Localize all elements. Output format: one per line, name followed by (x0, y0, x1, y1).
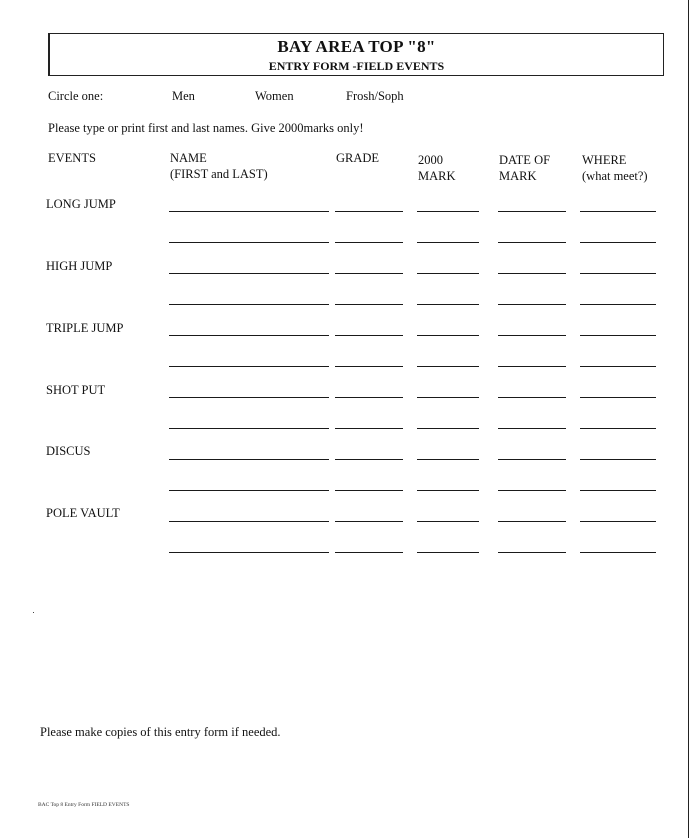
entry-line-date[interactable] (498, 428, 566, 429)
entry-line-mark[interactable] (417, 459, 479, 460)
event-label-pole-vault: POLE VAULT (46, 506, 120, 520)
column-header-mark-line1: 2000 (418, 153, 443, 167)
entry-line-date[interactable] (498, 521, 566, 522)
entry-line-name[interactable] (169, 397, 329, 398)
entry-line-grade[interactable] (335, 490, 403, 491)
entry-line-grade[interactable] (335, 304, 403, 305)
entry-line-where[interactable] (580, 335, 656, 336)
entry-line-grade[interactable] (335, 552, 403, 553)
entry-line-name[interactable] (169, 335, 329, 336)
entry-line-mark[interactable] (417, 552, 479, 553)
entry-line-name[interactable] (169, 242, 329, 243)
entry-line-where[interactable] (580, 521, 656, 522)
entry-line-date[interactable] (498, 335, 566, 336)
column-header-name-line1: NAME (170, 151, 207, 165)
entry-line-where[interactable] (580, 552, 656, 553)
entry-line-date[interactable] (498, 397, 566, 398)
column-header-date-line2: MARK (499, 169, 537, 183)
form-subtitle: ENTRY FORM -FIELD EVENTS (268, 59, 445, 73)
column-header-events: EVENTS (48, 151, 96, 165)
entry-line-date[interactable] (498, 211, 566, 212)
entry-line-name[interactable] (169, 428, 329, 429)
option-men: Men (172, 89, 195, 103)
entry-line-grade[interactable] (335, 366, 403, 367)
entry-line-name[interactable] (169, 552, 329, 553)
entry-line-mark[interactable] (417, 490, 479, 491)
entry-line-mark[interactable] (417, 273, 479, 274)
entry-line-where[interactable] (580, 428, 656, 429)
entry-line-where[interactable] (580, 459, 656, 460)
instructions-text: Please type or print first and last names. Give 2000marks only! (48, 121, 364, 135)
column-header-name (170, 150, 268, 182)
entry-line-name[interactable] (169, 521, 329, 522)
entry-line-date[interactable] (498, 552, 566, 553)
document-footnote: BAC Top 8 Entry Form FIELD EVENTS (38, 802, 130, 808)
entry-line-grade[interactable] (335, 242, 403, 243)
column-header-date-line1: DATE OF (499, 153, 551, 167)
circle-one-label: Circle one: (48, 89, 104, 103)
form-title: BAY AREA TOP "8" (277, 37, 436, 56)
entry-line-date[interactable] (498, 273, 566, 274)
column-header-grade: GRADE (336, 151, 380, 165)
entry-line-where[interactable] (580, 273, 656, 274)
event-label-shot-put: SHOT PUT (46, 383, 106, 397)
entry-line-name[interactable] (169, 211, 329, 212)
entry-line-mark[interactable] (417, 211, 479, 212)
event-label-high-jump: HIGH JUMP (46, 259, 113, 273)
entry-line-where[interactable] (580, 211, 656, 212)
entry-line-mark[interactable] (417, 397, 479, 398)
entry-line-grade[interactable] (335, 335, 403, 336)
entry-line-where[interactable] (580, 397, 656, 398)
entry-line-grade[interactable] (335, 273, 403, 274)
column-header-date (499, 152, 550, 184)
entry-line-where[interactable] (580, 490, 656, 491)
option-frosh-soph: Frosh/Soph (346, 89, 404, 103)
entry-line-mark[interactable] (417, 428, 479, 429)
entry-line-where[interactable] (580, 242, 656, 243)
entry-line-date[interactable] (498, 490, 566, 491)
scan-speck (33, 612, 34, 613)
entry-line-grade[interactable] (335, 521, 403, 522)
event-label-long-jump: LONG JUMP (46, 197, 116, 211)
entry-line-where[interactable] (580, 304, 656, 305)
entry-line-name[interactable] (169, 304, 329, 305)
column-header-where-line1: WHERE (582, 153, 627, 167)
entry-line-date[interactable] (498, 459, 566, 460)
column-header-mark-line2: MARK (418, 169, 456, 183)
entry-line-name[interactable] (169, 273, 329, 274)
entry-line-grade[interactable] (335, 428, 403, 429)
event-label-triple-jump: TRIPLE JUMP (46, 321, 124, 335)
entry-line-grade[interactable] (335, 211, 403, 212)
entry-line-grade[interactable] (335, 397, 403, 398)
event-label-discus: DISCUS (46, 444, 91, 458)
entry-line-mark[interactable] (417, 304, 479, 305)
entry-line-where[interactable] (580, 366, 656, 367)
entry-line-mark[interactable] (417, 242, 479, 243)
entry-line-date[interactable] (498, 242, 566, 243)
entry-line-name[interactable] (169, 459, 329, 460)
entry-line-grade[interactable] (335, 459, 403, 460)
entry-line-mark[interactable] (417, 521, 479, 522)
entry-line-mark[interactable] (417, 335, 479, 336)
column-header-mark (418, 152, 456, 184)
column-header-where (582, 152, 648, 184)
page-edge (688, 0, 689, 838)
entry-line-name[interactable] (169, 366, 329, 367)
entry-line-date[interactable] (498, 366, 566, 367)
entry-line-date[interactable] (498, 304, 566, 305)
column-header-name-line2: (FIRST and LAST) (170, 167, 268, 181)
option-women: Women (255, 89, 294, 103)
column-header-where-line2: (what meet?) (582, 169, 648, 183)
footer-note: Please make copies of this entry form if needed. (40, 725, 281, 739)
title-box (48, 33, 664, 76)
entry-line-name[interactable] (169, 490, 329, 491)
entry-line-mark[interactable] (417, 366, 479, 367)
